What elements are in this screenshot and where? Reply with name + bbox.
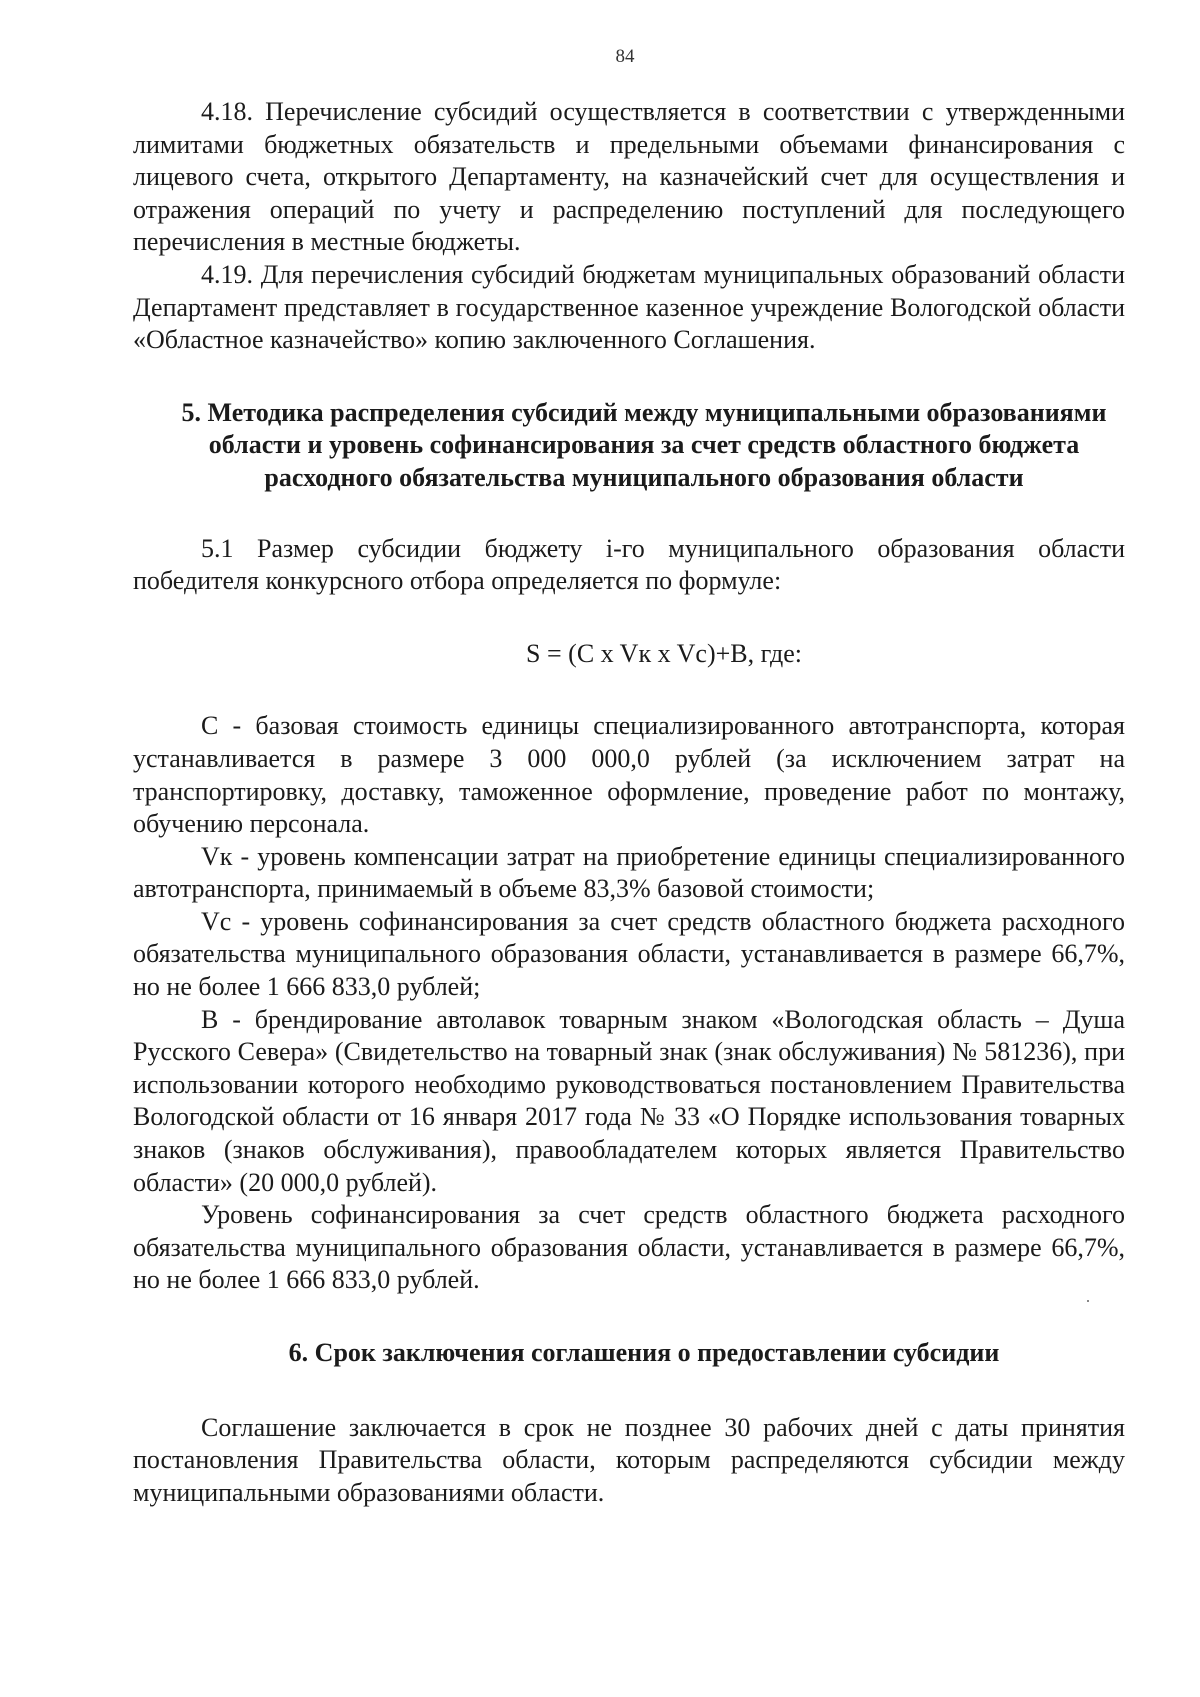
formula: S = (C x Vк x Vc)+B, где: bbox=[526, 638, 802, 668]
scan-artifact bbox=[1087, 1300, 1089, 1302]
definition-b: В - брендирование автолавок товарным знаком «Вологодская область – Душа Русского Севера» (Свидетельство на товарный знак (знак обслуживания) № 581236), при использовании которого необходимо руководствоваться постановлением Правительства Вологодской области от 16 января 2017 года № 33 «О Порядке использования товарных знаков (знаков обслуживания), правообладателем которых является Правительство области» (20 000,0 рублей). bbox=[133, 1004, 1125, 1197]
definition-vk: Vк - уровень компенсации затрат на приобретение единицы специализированного автотранспорта, принимаемый в объеме 83,3% базовой стоимости; bbox=[133, 841, 1125, 904]
paragraph-5-1: 5.1 Размер субсидии бюджету i-го муниципального образования области победителя конкурсного отбора определяется по формуле: bbox=[133, 533, 1125, 596]
definition-c: С - базовая стоимость единицы специализированного автотранспорта, которая устанавливается в размере 3 000 000,0 рублей (за исключением затрат на транспортировку, доставку, таможенное оформление, проведение работ по монтажу, обучению персонала. bbox=[133, 711, 1125, 839]
paragraph-6: Соглашение заключается в срок не позднее 30 рабочих дней с даты принятия постановления Правительства области, которым распределяются субсидии между муниципальными образованиями области. bbox=[133, 1412, 1125, 1507]
paragraph-4-19: 4.19. Для перечисления субсидий бюджетам муниципальных образований области Департамент представляет в государственное казенное учреждение Вологодской области «Областное казначейство» копию заключенного Соглашения. bbox=[133, 259, 1125, 355]
paragraph-4-18: 4.18. Перечисление субсидий осуществляется в соответствии с утвержденными лимитами бюджетных обязательств и предельными объемами финансирования с лицевого счета, открытого Департаменту, на казначейский счет для осуществления и отражения операций по учету и распределению поступлений для последующего перечисления в местные бюджеты. bbox=[133, 97, 1125, 257]
cofinancing-level: Уровень софинансирования за счет средств областного бюджета расходного обязательства муниципального образования области, устанавливается в размере 66,7%, но не более 1 666 833,0 рублей. bbox=[133, 1200, 1125, 1295]
document-body bbox=[133, 96, 1125, 1509]
section-6-heading: 6. Срок заключения соглашения о предоставлении субсидии bbox=[288, 1338, 1000, 1367]
section-5-heading: 5. Методика распределения субсидий между муниципальными образованиями области и уровень софинансирования за счет средств областного бюджета расходного обязательства муниципального образования области bbox=[181, 397, 1107, 492]
page-number: 84 bbox=[615, 46, 635, 67]
definition-vc: Vc - уровень софинансирования за счет средств областного бюджета расходного обязательства муниципального образования области, устанавливается в размере 66,7%, но не более 1 666 833,0 рублей; bbox=[133, 906, 1125, 1002]
